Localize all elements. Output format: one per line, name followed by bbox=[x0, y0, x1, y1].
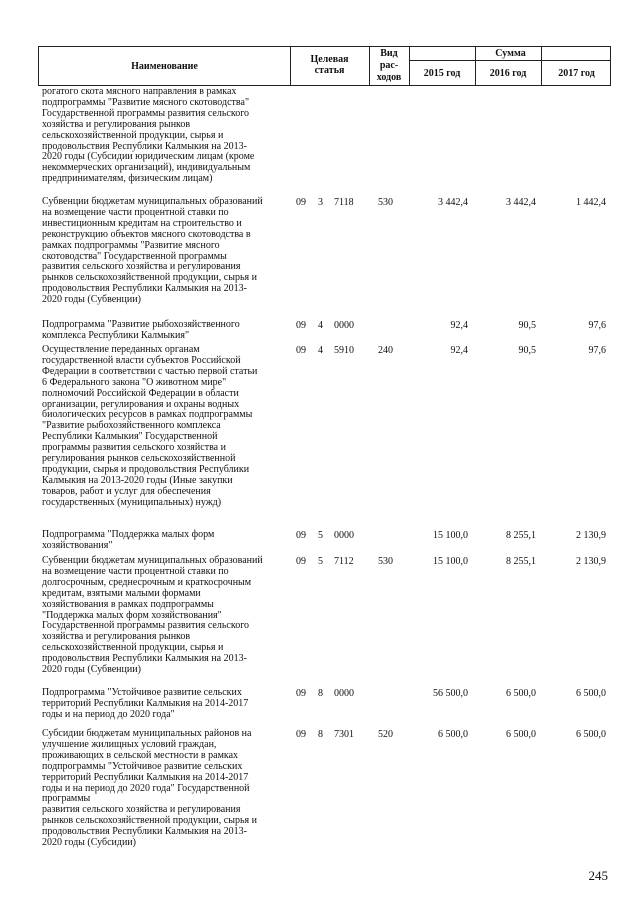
row-sum-2015: 92,4 bbox=[450, 345, 468, 356]
header-year-2016: 2016 год bbox=[489, 68, 527, 79]
row-section: 09 bbox=[296, 345, 306, 356]
row-sum-2016: 90,5 bbox=[518, 320, 536, 331]
row-name: Субвенции бюджетам муниципальных образований на возмещение части процентной ставки по долгосрочным, среднесрочным и краткосрочным кредитам, взятыми малыми формами хозяйствования в рамках подпрограммы "Поддержка малых форм хозяйствования" Государственной программы развития сельского хозяйства и регулирования рынков сельскохозяйственной продукции, сырья и продовольствия Республики Калмыкия на 2013- 2020 годы (Субвенции) bbox=[42, 555, 263, 676]
header-name: Наименование bbox=[131, 61, 198, 72]
row-expense-type: 520 bbox=[378, 729, 393, 740]
row-name: Субсидии бюджетам муниципальных районов на улучшение жилищных условий граждан, проживающих в сельской местности в рамках подпрограммы "Устойчивое развитие сельских территорий Республики Калмыкия на 2014-2017 годы и на период до 2020 года" Государственной программы развития сельского хозяйства и регулирования рынков сельскохозяйственной продукции, сырья и продовольствия Республики Калмыкия на 2013- 2020 годы (Субсидии) bbox=[42, 728, 257, 849]
header-sum: Сумма bbox=[495, 48, 526, 59]
header-year-2015: 2015 год bbox=[423, 68, 461, 79]
row-sum-2016: 8 255,1 bbox=[506, 530, 536, 541]
row-sum-2017: 97,6 bbox=[588, 320, 606, 331]
row-sum-2016: 90,5 bbox=[518, 345, 536, 356]
row-section: 09 bbox=[296, 688, 306, 699]
row-article: 0000 bbox=[334, 530, 354, 541]
row-name: Подпрограмма "Поддержка малых форм хозяйствования" bbox=[42, 529, 215, 551]
row-subsection: 5 bbox=[318, 556, 323, 567]
row-name: Субвенции бюджетам муниципальных образований на возмещение части процентной ставки по инвестиционным кредитам на строительство и реконструкцию объектов мясного скотоводства в рамках подпрограммы "Развитие мясного скотоводства" Государственной программы развития сельского хозяйства и регулирования рынков сельскохозяйственной продукции, сырья и продовольствия Республики Калмыкия на 2013- 2020 годы (Субвенции) bbox=[42, 196, 263, 306]
row-sum-2015: 3 442,4 bbox=[438, 197, 468, 208]
header-expense-type: Вид рас- ходов bbox=[376, 48, 402, 83]
row-sum-2016: 6 500,0 bbox=[506, 729, 536, 740]
row-expense-type: 530 bbox=[378, 556, 393, 567]
row-subsection: 8 bbox=[318, 729, 323, 740]
row-sum-2016: 6 500,0 bbox=[506, 688, 536, 699]
row-section: 09 bbox=[296, 197, 306, 208]
row-name: рогатого скота мясного направления в рамках подпрограммы "Развитие мясного скотоводства" Государственной программы развития сельского хозяйства и регулирования рынков сельскохозяйственной продукции, сырья и продовольствия Республики Калмыкия на 2013- 2020 годы (Субсидии юридическим лицам (кроме некоммерческих организаций), индивидуальным предпринимателям, физическим лицам) bbox=[42, 86, 255, 185]
row-sum-2016: 8 255,1 bbox=[506, 556, 536, 567]
row-sum-2017: 97,6 bbox=[588, 345, 606, 356]
row-sum-2015: 56 500,0 bbox=[433, 688, 468, 699]
row-article: 5910 bbox=[334, 345, 354, 356]
row-sum-2016: 3 442,4 bbox=[506, 197, 536, 208]
row-name: Подпрограмма "Устойчивое развитие сельских территорий Республики Калмыкия на 2014-2017 годы и на период до 2020 года" bbox=[42, 687, 249, 720]
row-article: 7112 bbox=[334, 556, 354, 567]
row-article: 0000 bbox=[334, 320, 354, 331]
row-sum-2015: 6 500,0 bbox=[438, 729, 468, 740]
row-article: 7118 bbox=[334, 197, 354, 208]
row-name: Осуществление переданных органам государственной власти субъектов Российской Федерации в соответствии с частью первой статьи 6 Федерального закона "О животном мире" полномочий Российской Федерации в области организации, регулирования и охраны водных биологических ресурсов в рамках подпрограммы "Развитие рыбохозяйственного комплекса Республики Калмыкия" Государственной программы развития сельского хозяйства и регулирования рынков сельскохозяйственной продукции, сырья и продовольствия Республики Калмыкия на 2013-2020 годы (Иные закупки товаров, работ и услуг для обеспечения государственных (муниципальных) нужд) bbox=[42, 344, 258, 508]
header-target-article: Целевая статья bbox=[310, 54, 349, 76]
row-sum-2017: 6 500,0 bbox=[576, 688, 606, 699]
row-sum-2017: 2 130,9 bbox=[576, 530, 606, 541]
row-subsection: 4 bbox=[318, 320, 323, 331]
row-sum-2017: 2 130,9 bbox=[576, 556, 606, 567]
row-section: 09 bbox=[296, 729, 306, 740]
row-name: Подпрограмма "Развитие рыбохозяйственного комплекса Республики Калмыкия" bbox=[42, 319, 240, 341]
row-sum-2015: 15 100,0 bbox=[433, 556, 468, 567]
row-article: 7301 bbox=[334, 729, 354, 740]
row-subsection: 4 bbox=[318, 345, 323, 356]
row-subsection: 8 bbox=[318, 688, 323, 699]
row-sum-2015: 92,4 bbox=[450, 320, 468, 331]
row-sum-2015: 15 100,0 bbox=[433, 530, 468, 541]
row-sum-2017: 6 500,0 bbox=[576, 729, 606, 740]
row-article: 0000 bbox=[334, 688, 354, 699]
row-section: 09 bbox=[296, 530, 306, 541]
table-header bbox=[38, 46, 611, 86]
row-subsection: 5 bbox=[318, 530, 323, 541]
row-subsection: 3 bbox=[318, 197, 323, 208]
row-expense-type: 530 bbox=[378, 197, 393, 208]
page-number: 245 bbox=[588, 868, 608, 883]
row-section: 09 bbox=[296, 556, 306, 567]
row-expense-type: 240 bbox=[378, 345, 393, 356]
header-year-2017: 2017 год bbox=[558, 68, 595, 79]
row-sum-2017: 1 442,4 bbox=[576, 197, 606, 208]
row-section: 09 bbox=[296, 320, 306, 331]
